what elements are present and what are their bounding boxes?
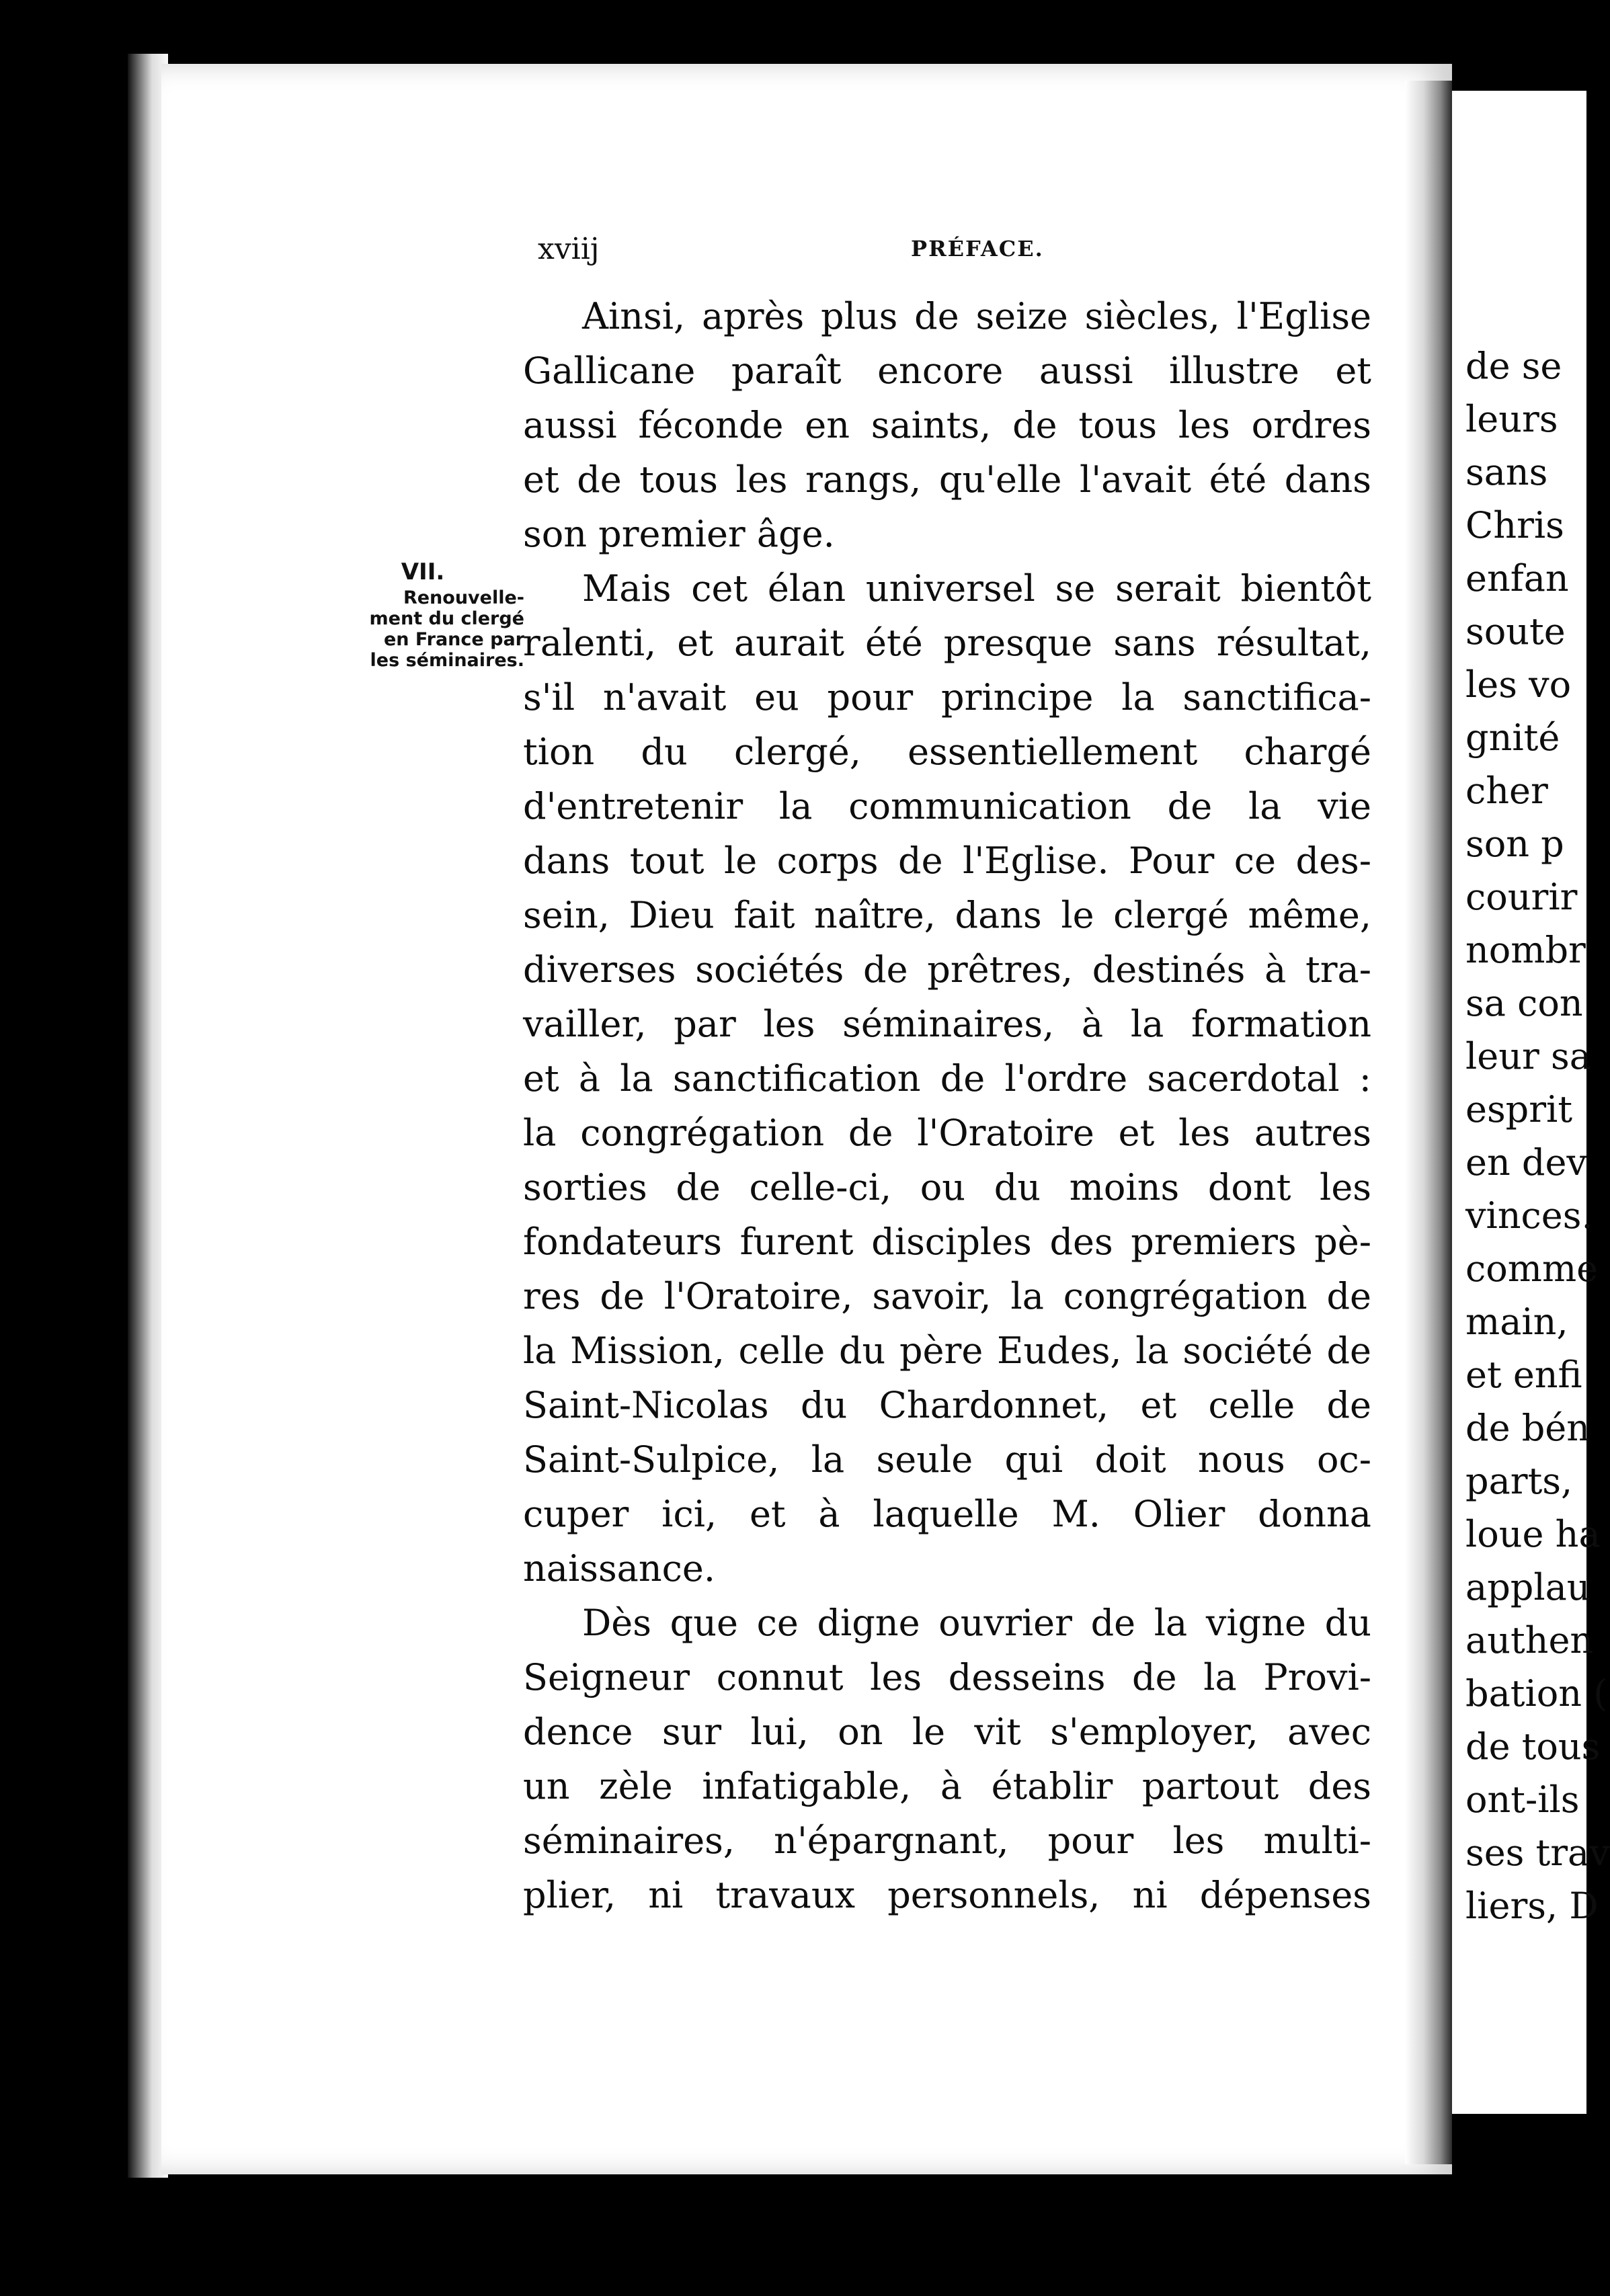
running-title: PRÉFACE. xyxy=(911,236,1044,261)
text-line: Gallicane paraît encore aussi illustre et xyxy=(523,350,1371,392)
text-line: la Mission, celle du père Eudes, la société de xyxy=(523,1329,1371,1372)
facing-line: courir xyxy=(1465,876,1578,918)
facing-line: ont-ils xyxy=(1465,1778,1580,1821)
facing-line: Chris xyxy=(1465,504,1564,546)
page-number: xviij xyxy=(538,232,600,266)
text-line: Seigneur connut les desseins de la Provi- xyxy=(523,1656,1371,1698)
facing-line: en dev xyxy=(1465,1141,1587,1184)
facing-line: leur sa xyxy=(1465,1035,1591,1077)
facing-line: vinces. xyxy=(1465,1194,1593,1237)
running-header xyxy=(538,232,1049,279)
margin-note-line: les séminaires. xyxy=(370,650,524,671)
text-line: séminaires, n'épargnant, pour les multi- xyxy=(523,1819,1371,1862)
facing-line: comme xyxy=(1465,1247,1599,1290)
facing-line: sans xyxy=(1465,451,1548,493)
text-line: fondateurs furent disciples des premiers pè- xyxy=(523,1221,1371,1263)
facing-line: leurs xyxy=(1465,398,1558,440)
margin-note-line: en France par xyxy=(384,629,524,650)
text-line: Mais cet élan universel se serait bientôt xyxy=(582,567,1371,610)
main-text-block xyxy=(523,289,1371,1922)
text-line: un zèle infatigable, à établir partout des xyxy=(523,1765,1371,1807)
text-line: son premier âge. xyxy=(523,513,835,555)
facing-line: ses trav xyxy=(1465,1832,1610,1874)
text-line: Saint-Sulpice, la seule qui doit nous oc- xyxy=(523,1438,1371,1481)
margin-note-line: ment du clergé xyxy=(369,608,524,629)
facing-line: son p xyxy=(1465,823,1564,865)
text-line: Ainsi, après plus de seize siècles, l'Eglise xyxy=(582,295,1371,337)
facing-line: soute xyxy=(1465,610,1566,653)
facing-line: applau xyxy=(1465,1566,1591,1608)
margin-note xyxy=(321,558,524,671)
text-line: Saint-Nicolas du Chardonnet, et celle de xyxy=(523,1384,1371,1426)
facing-line: bation ( xyxy=(1465,1672,1608,1715)
facing-line: esprit xyxy=(1465,1088,1573,1131)
facing-line: loue ha xyxy=(1465,1513,1601,1555)
text-line: sein, Dieu fait naître, dans le clergé même, xyxy=(523,894,1371,936)
text-line: sorties de celle-ci, ou du moins dont les xyxy=(523,1166,1371,1208)
facing-line: main, xyxy=(1465,1301,1568,1343)
text-line: res de l'Oratoire, savoir, la congrégation de xyxy=(523,1275,1371,1317)
facing-line: de tous xyxy=(1465,1725,1601,1768)
facing-page-text xyxy=(1465,339,1610,1932)
text-line: et de tous les rangs, qu'elle l'avait été dans xyxy=(523,458,1371,501)
text-line: dans tout le corps de l'Eglise. Pour ce des- xyxy=(523,839,1371,882)
facing-line: authen xyxy=(1465,1619,1594,1662)
margin-note-line: Renouvelle- xyxy=(403,587,524,608)
facing-line: et enfi xyxy=(1465,1354,1582,1396)
text-line: cuper ici, et à laquelle M. Olier donna xyxy=(523,1493,1371,1535)
text-line: dence sur lui, on le vit s'employer, avec xyxy=(523,1711,1371,1753)
facing-line: liers, D xyxy=(1465,1885,1599,1927)
facing-line: de bén xyxy=(1465,1407,1590,1449)
facing-line: nombr xyxy=(1465,929,1586,971)
text-line: naissance. xyxy=(523,1547,716,1590)
text-line: aussi féconde en saints, de tous les ordres xyxy=(523,404,1371,446)
facing-line: les vo xyxy=(1465,663,1572,706)
text-line: plier, ni travaux personnels, ni dépenses xyxy=(523,1874,1371,1916)
text-line: diverses sociétés de prêtres, destinés à tra- xyxy=(523,948,1371,991)
text-line: s'il n'avait eu pour principe la sanctifica- xyxy=(523,676,1371,719)
facing-line: gnité xyxy=(1465,716,1560,759)
text-line: d'entretenir la communication de la vie xyxy=(523,785,1371,827)
facing-line: de se xyxy=(1465,345,1562,387)
text-line: la congrégation de l'Oratoire et les autres xyxy=(523,1112,1371,1154)
margin-note-number: VII. xyxy=(401,559,445,585)
text-line: ralenti, et aurait été presque sans résultat, xyxy=(523,622,1371,664)
facing-page xyxy=(1452,91,1610,2114)
facing-line: sa con xyxy=(1465,982,1583,1024)
text-line: Dès que ce digne ouvrier de la vigne du xyxy=(582,1602,1371,1644)
facing-line: cher xyxy=(1465,770,1548,812)
text-line: tion du clergé, essentiellement chargé xyxy=(523,731,1371,773)
text-line: et à la sanctification de l'ordre sacerdotal : xyxy=(523,1057,1371,1100)
facing-line: parts, xyxy=(1465,1460,1573,1502)
book-gutter xyxy=(1405,81,1452,2164)
facing-line: enfan xyxy=(1465,557,1569,600)
text-line: vailler, par les séminaires, à la formation xyxy=(523,1003,1371,1045)
